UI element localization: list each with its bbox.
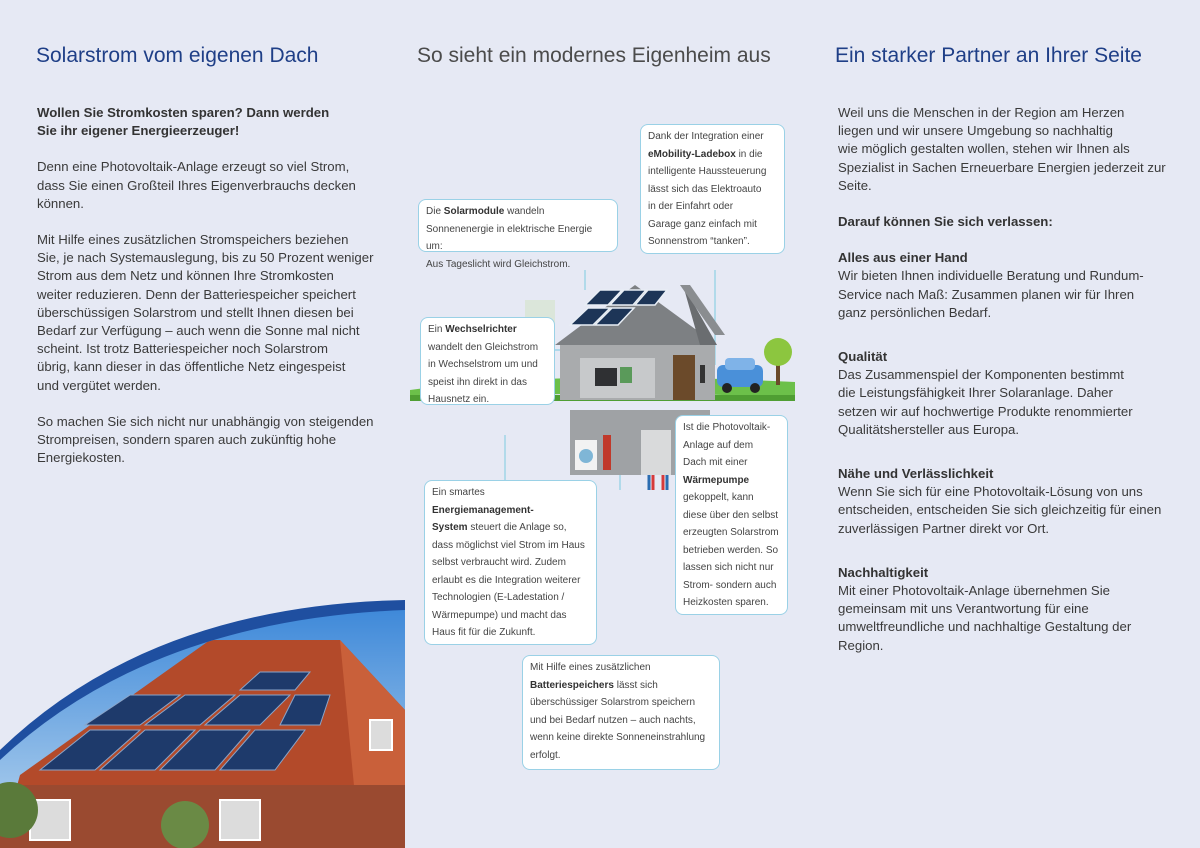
section-alles-aus-einer-hand: Alles aus einer Hand Wir bieten Ihnen individuelle Beratung und Rundum- Service nach Maß: Zusammen planen wir für Ihren ganz persönlichen Bedarf. xyxy=(838,250,1144,320)
left-title: Solarstrom vom eigenen Dach xyxy=(36,44,319,67)
left-column xyxy=(37,104,382,467)
section-nachhaltigkeit: Nachhaltigkeit Mit einer Photovoltaik-Anlage übernehmen Sie gemeinsam mit uns Verantwortung für eine umweltfreundliche und nachhaltige Gestaltung der Region. xyxy=(838,564,1132,653)
callout-waermepumpe: Ist die Photovoltaik- Anlage auf dem Dach mit einer Wärmepumpe gekoppelt, kann diese über den selbst erzeugten Solarstrom betrieben werden. So lassen sich nicht nur Strom- sondern auch Heizkosten sparen. xyxy=(675,415,788,615)
callout-energiemanagement: Ein smartes Energiemanagement- System steuert die Anlage so, dass möglichst viel Strom im Haus selbst verbraucht wird. Zudem erlaubt es die Integration weiterer Technologien (E-Ladestation / Wärmepumpe) und macht das Haus fit für die Zukunft. xyxy=(424,480,597,645)
right-column xyxy=(838,104,1178,655)
callout-solarmodule: Die Solarmodule wandeln Sonnenenergie in elektrische Energie um: Aus Tageslicht wird Gleichstrom. xyxy=(418,199,618,252)
callout-emobility: Dank der Integration einer eMobility-Ladebox in die intelligente Haussteuerung lässt sich das Elektroauto in der Einfahrt oder Garage ganz einfach mit Sonnenstrom “tanken”. xyxy=(640,124,785,254)
left-paragraph-1: Denn eine Photovoltaik-Anlage erzeugt so viel Strom, dass Sie einen Großteil Ihres Eigenverbrauchs decken können. xyxy=(37,159,356,211)
right-subheading: Darauf können Sie sich verlassen: xyxy=(838,214,1053,230)
left-paragraph-3: So machen Sie sich nicht nur unabhängig von steigenden Strompreisen, sondern sparen auch zukünftig hohe Energiekosten. xyxy=(37,413,374,466)
right-intro: Weil uns die Menschen in der Region am Herzen liegen und wir unsere Umgebung so nachhaltig wie möglich gestalten wollen, stehen wir Ihnen als Spezialist in Sachen Erneuerbare Energien jederzeit zur Seite. xyxy=(838,105,1166,193)
section-naehe: Nähe und Verlässlichkeit Wenn Sie sich für eine Photovoltaik-Lösung von uns entscheiden, entscheiden Sie sich gleichzeitig für einen zuverlässigen Partner direkt vor Ort. xyxy=(838,466,1162,536)
house-photo xyxy=(0,600,405,848)
intro-line: Wollen Sie Stromkosten sparen? Dann werden xyxy=(37,105,330,120)
right-title: Ein starker Partner an Ihrer Seite xyxy=(835,44,1142,67)
middle-title: So sieht ein modernes Eigenheim aus xyxy=(417,44,771,67)
callout-batterie: Mit Hilfe eines zusätzlichen Batteriespeichers lässt sich überschüssiger Solarstrom speichern und bei Bedarf nutzen – auch nachts, wenn keine direkte Sonneneinstrahlung erfolgt. xyxy=(522,655,720,770)
left-paragraph-2: Mit Hilfe eines zusätzlichen Stromspeichers beziehen Sie, je nach Systemauslegung, bis zu 50 Prozent weniger Strom aus dem Netz und können Ihre Stromkosten weiter reduzieren. Denn der Batteriespeicher speichert überschüssigen Solarstrom und stellt Ihnen diesen bei Bedarf zur Verfügung – auch wenn die Sonne mal nicht scheint. Ist trotz Batteriespeicher noch Solarstrom übrig, kann dieser in das öffentliche Netz eingespeist und vergütet werden. xyxy=(37,232,374,393)
callout-wechselrichter: Ein Wechselrichter wandelt den Gleichstrom in Wechselstrom um und speist ihn direkt in das Hausnetz ein. xyxy=(420,317,555,405)
left-intro xyxy=(37,104,382,140)
section-qualitaet: Qualität Das Zusammenspiel der Komponenten bestimmt die Leistungsfähigkeit Ihrer Solaranlage. Daher setzen wir auf hochwertige Produkte renommierter Qualitätshersteller aus Europa. xyxy=(838,349,1133,437)
intro-line: Sie ihr eigener Energieerzeuger! xyxy=(37,123,240,139)
